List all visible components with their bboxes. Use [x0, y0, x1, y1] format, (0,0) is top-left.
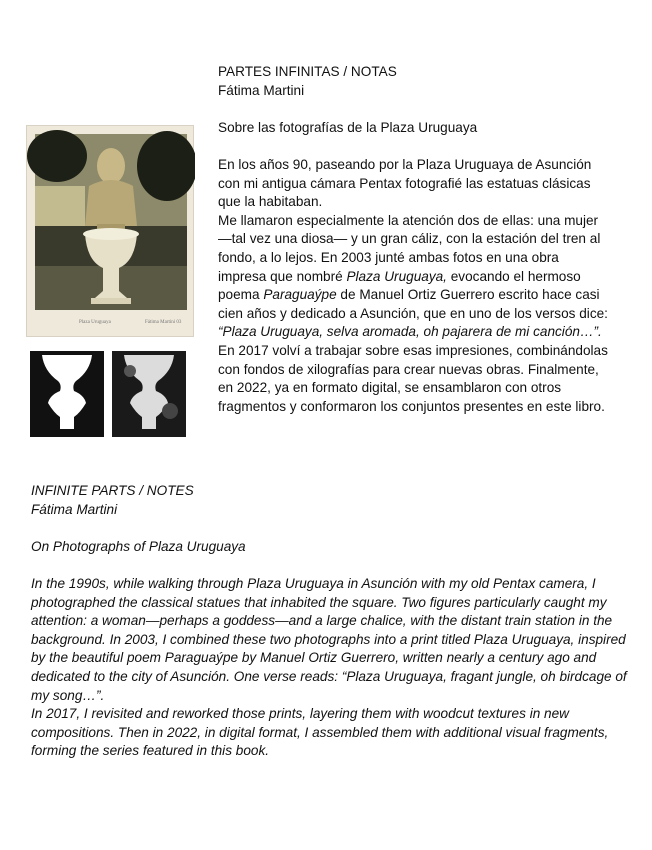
spanish-title: PARTES INFINITAS / NOTAS: [218, 64, 397, 79]
vase-cutout-right: [112, 351, 186, 437]
vase-silhouette-images: [30, 351, 186, 437]
english-subtitle: On Photographs of Plaza Uruguaya: [31, 538, 246, 554]
spanish-author: Fátima Martini: [218, 82, 305, 98]
print-signature: Fátima Martini 03: [145, 320, 182, 325]
statue-photo-image: [27, 126, 195, 338]
english-title: INFINITE PARTS / NOTES: [31, 483, 194, 498]
print-photograph: [26, 125, 194, 337]
spanish-paragraph-2: Me llamaron especialmente la atención dos de ellas: una mujer —tal vez una diosa— y un gran cáliz, con la estación del tren al fondo, a lo lejos. En 2003 junté ambas fotos en una obra impresa que nombré Plaza Uruguaya, evocando el hermoso poema Paraguaýpe de Manuel Ortiz Guerrero escrito hace casi cien años y dedicado a Asunción, que en uno de los versos dice: “Plaza Uruguaya, selva aromada, oh pajarera de mi canción…”.: [218, 212, 608, 340]
spanish-paragraph-1: En los años 90, paseando por la Plaza Uruguaya de Asunción con mi antigua cámara Pentax fotografié las estatuas clásicas que la habitaban.: [218, 156, 592, 210]
english-paragraph-1: In the 1990s, while walking through Plaza Uruguaya in Asunción with my old Pentax camera, I photographed the classical statues that inhabited the square. Two figures particularly caught my attention: a woman—perhaps a goddess—and a large chalice, with the distant train station in the background. In 2003, I combined these two photographs into a print titled Plaza Uruguaya, inspired by the beautiful poem Paraguaýpe by Manuel Ortiz Guerrero, written nearly a century ago and dedicated to the city of Asunción. One verse reads: “Plaza Uruguaya, fragant jungle, oh birdcage of my song…”.: [31, 575, 627, 703]
spanish-subtitle: Sobre las fotografías de la Plaza Uruguaya: [218, 119, 478, 135]
english-text-block: [31, 482, 631, 761]
english-author: Fátima Martini: [31, 501, 118, 517]
vase-cutout-left: [30, 351, 104, 437]
spanish-paragraph-3: En 2017 volví a trabajar sobre esas impresiones, combinándolas con fondos de xilografías para crear nuevas obras. Finalmente, en 2022, ya en formato digital, se ensamblaron con otros fragmentos y conformaron los conjuntos presentes en este libro.: [218, 342, 608, 414]
english-paragraph-2: In 2017, I revisited and reworked those prints, layering them with woodcut textures in new compositions. Then in 2022, in digital format, I assembled them with additional visual fragments, forming the series featured in this book.: [31, 706, 609, 759]
print-caption: Plaza Uruguaya: [79, 320, 111, 325]
spanish-text-block: [218, 63, 608, 416]
